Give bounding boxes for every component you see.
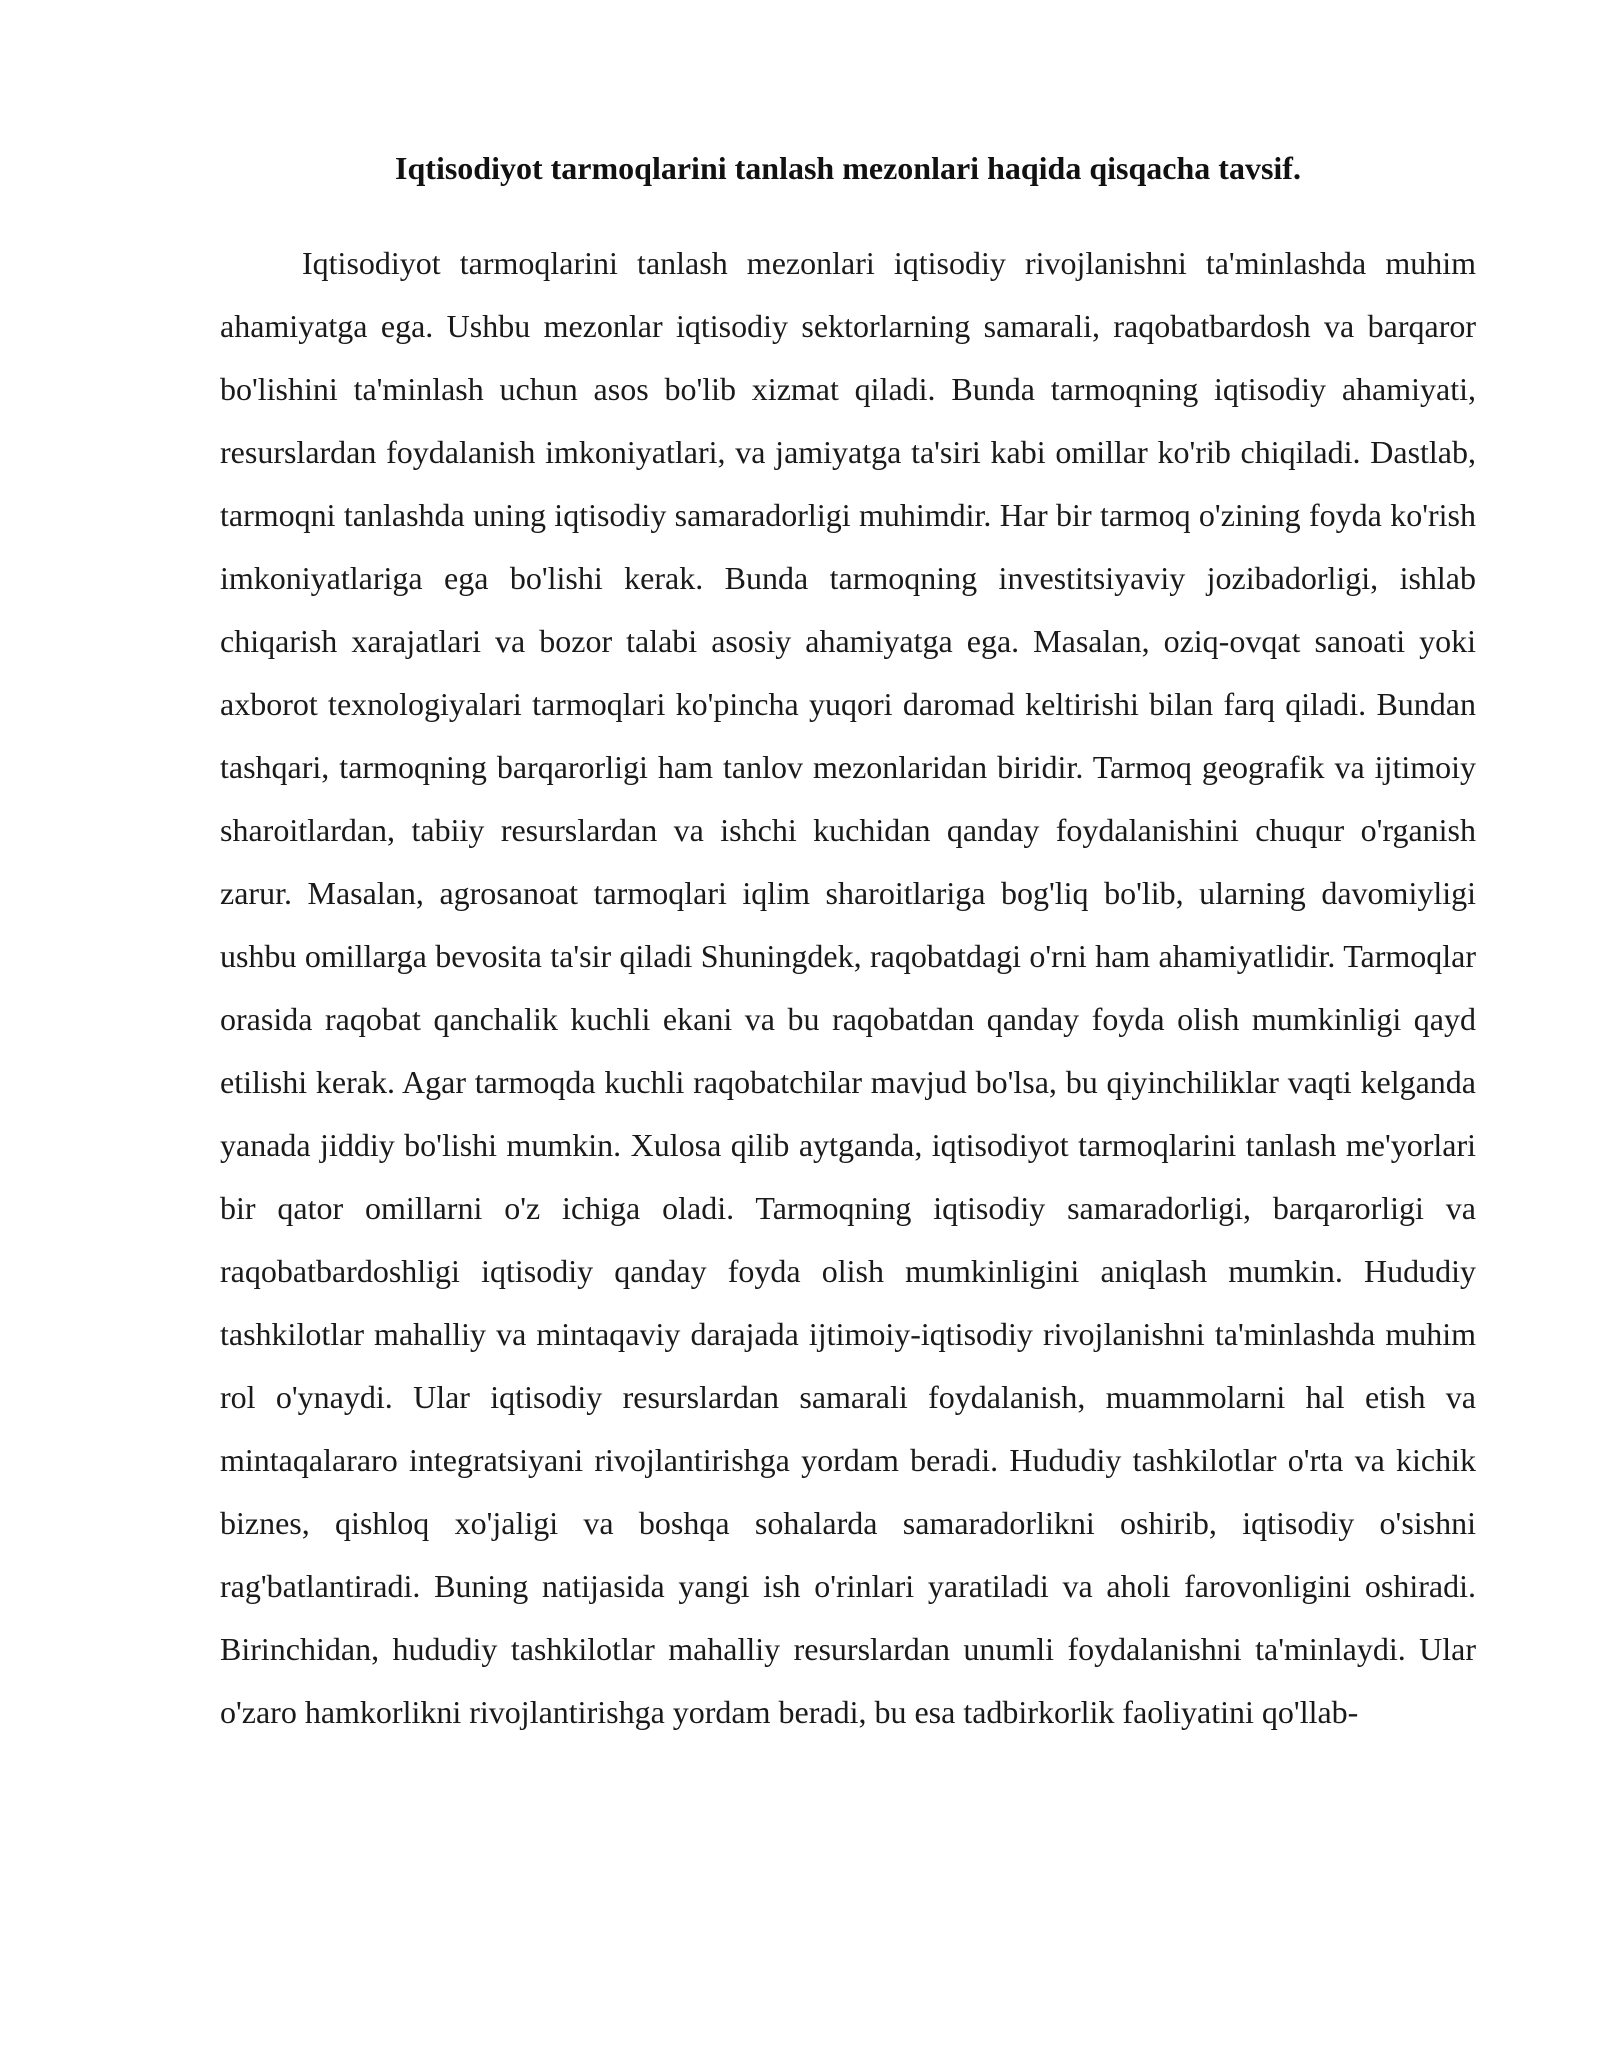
document-title: Iqtisodiyot tarmoqlarini tanlash mezonlari haqida qisqacha tavsif.: [395, 150, 1301, 186]
body-paragraph: Iqtisodiyot tarmoqlarini tanlash mezonlari iqtisodiy rivojlanishni ta'minlashda muhim ahamiyatga ega. Ushbu mezonlar iqtisodiy sektorlarning samarali, raqobatbardosh va barqaror bo'lishini ta'minlash uchun asos bo'lib xizmat qiladi. Bunda tarmoqning iqtisodiy ahamiyati, resurslardan foydalanish imkoniyatlari, va jamiyatga ta'siri kabi omillar ko'rib chiqiladi. Dastlab, tarmoqni tanlashda uning iqtisodiy samaradorligi muhimdir. Har bir tarmoq o'zining foyda ko'rish imkoniyatlariga ega bo'lishi kerak. Bunda tarmoqning investitsiyaviy jozibadorligi, ishlab chiqarish xarajatlari va bozor talabi asosiy ahamiyatga ega. Masalan, oziq-ovqat sanoati yoki axborot texnologiyalari tarmoqlari ko'pincha yuqori daromad keltirishi bilan farq qiladi. Bundan tashqari, tarmoqning barqarorligi ham tanlov mezonlaridan biridir. Tarmoq geografik va ijtimoiy sharoitlardan, tabiiy resurslardan va ishchi kuchidan qanday foydalanishini chuqur o'rganish zarur. Masalan, agrosanoat tarmoqlari iqlim sharoitlariga bog'liq bo'lib, ularning davomiyligi ushbu omillarga bevosita ta'sir qiladi Shuningdek, raqobatdagi o'rni ham ahamiyatlidir. Tarmoqlar orasida raqobat qanchalik kuchli ekani va bu raqobatdan qanday foyda olish mumkinligi qayd etilishi kerak. Agar tarmoqda kuchli raqobatchilar mavjud bo'lsa, bu qiyinchiliklar vaqti kelganda yanada jiddiy bo'lishi mumkin. Xulosa qilib aytganda, iqtisodiyot tarmoqlarini tanlash me'yorlari bir qator omillarni o'z ichiga oladi. Tarmoqning iqtisodiy samaradorligi, barqarorligi va raqobatbardoshligi iqtisodiy qanday foyda olish mumkinligini aniqlash mumkin. Hududiy tashkilotlar mahalliy va mintaqaviy darajada ijtimoiy-iqtisodiy rivojlanishni ta'minlashda muhim rol o'ynaydi. Ular iqtisodiy resurslardan samarali foydalanish, muammolarni hal etish va mintaqalararo integratsiyani rivojlantirishga yordam beradi. Hududiy tashkilotlar o'rta va kichik biznes, qishloq xo'jaligi va boshqa sohalarda samaradorlikni oshirib, iqtisodiy o'sishni rag'batlantiradi. Buning natijasida yangi ish o'rinlari yaratiladi va aholi farovonligini oshiradi. Birinchidan, hududiy tashkilotlar mahalliy resurslardan unumli foydalanishni ta'minlaydi. Ular o'zaro hamkorlikni rivojlantirishga yordam beradi, bu esa tadbirkorlik faoliyatini qo'llab-: [220, 245, 1476, 1730]
